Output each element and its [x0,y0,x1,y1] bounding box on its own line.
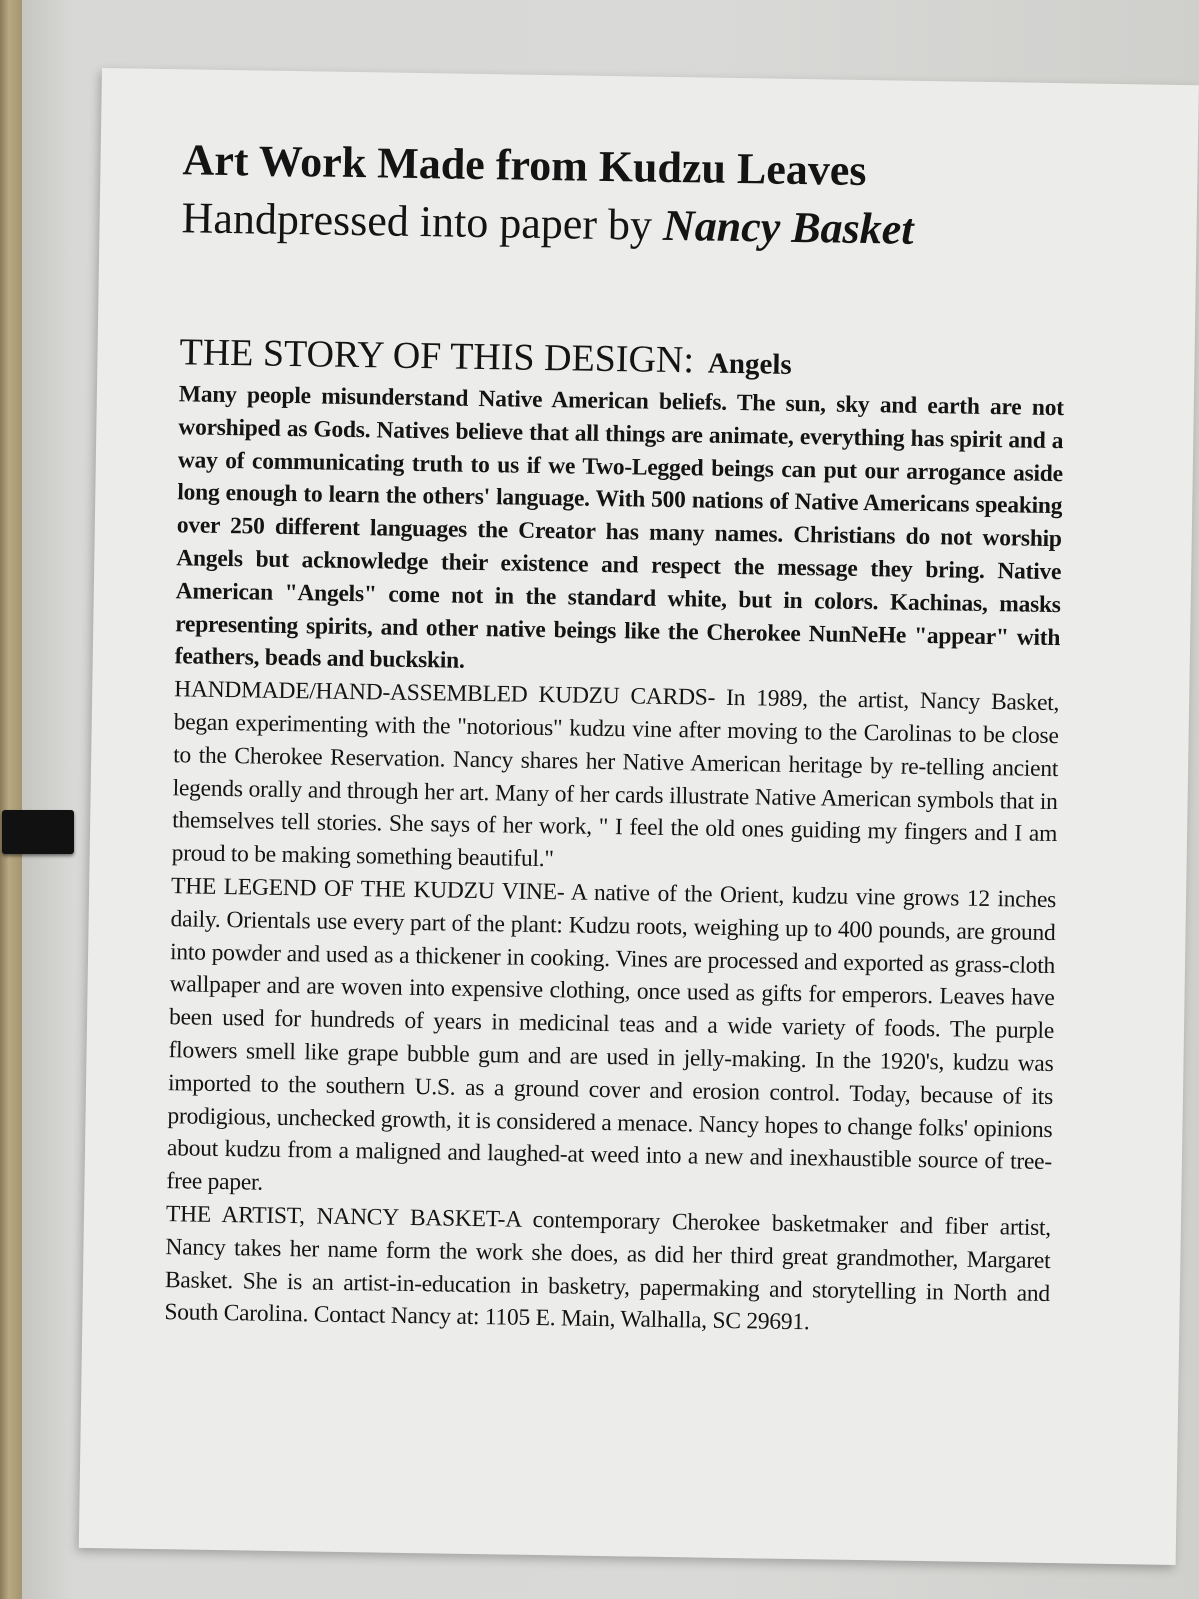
artist-name: Nancy Basket [662,200,914,254]
binder-clip [2,810,74,854]
beliefs-paragraph: Many people misunderstand Native American beliefs. The sun, sky and earth are not worshiped as Gods. Natives believe that all things are animate, everything has spirit and a way of communicating truth to us if we Two-Legged beings can put our arrogance aside long enough to learn the others' language. With 500 nations of Native Americans speaking over 250 different languages the Creator has many names. Christians do not worship Angels but acknowledge their existence and respect the message they bring. Native American "Angels" come not in the standard white, but in colors. Kachinas, masks representing spirits, and other native beings like the Cherokee NunNeHe "appear" with feathers, beads and buckskin. [174,381,1064,675]
document-body [164,131,1068,1343]
legend-paragraph: THE LEGEND OF THE KUDZU VINE- A native of the Orient, kudzu vine grows 12 inches daily. Orientals use every part of the plant: Kudzu roots, weighing up to 400 pounds, are ground into powder and used as a thickener in cooking. Vines are processed and exported as grass-cloth wallpaper and are woven into expensive clothing, once used as gifts for emperors. Leaves have been used for hundreds of years in medicinal teas and a wide variety of foods. The purple flowers smell like grape bubble gum and are used in jelly-making. In the 1920's, kudzu was imported to the southern U.S. as a ground cover and erosion control. Today, because of its prodigious, unchecked growth, it is considered a menace. Nancy hopes to change folks' opinions about kudzu from a maligned and laughed-at weed into a new and inexhaustible source of tree-free paper. [166,873,1057,1196]
frame-edge [0,0,22,1599]
subtitle-prefix: Handpressed into paper by [181,193,664,250]
story-heading-label: THE STORY OF THIS DESIGN: [179,331,695,382]
artist-paragraph: THE ARTIST, NANCY BASKET-A contemporary Cherokee basketmaker and fiber artist, Nancy takes her name form the work she does, as did her third great grandmother, Margaret Basket. She is an artist-in-education in basketry, papermaking and storytelling in North and South Carolina. Contact Nancy at: 1105 E. Main, Walhalla, SC 29691. [164,1201,1052,1336]
design-name: Angels [707,347,792,381]
paper-sheet [79,68,1199,1565]
document-title: Art Work Made from Kudzu Leaves [182,135,867,196]
cards-paragraph: HANDMADE/HAND-ASSEMBLED KUDZU CARDS- In 1989, the artist, Nancy Basket, began experimenting with the "notorious" kudzu vine after moving to the Carolinas to be close to the Cherokee Reservation. Nancy shares her Native American heritage by re-telling ancient legends orally and through her art. Many of her cards illustrate Native American symbols that in themselves tell stories. She says of her work, " I feel the old ones guiding my fingers and I am proud to be making something beautiful." [171,676,1060,873]
